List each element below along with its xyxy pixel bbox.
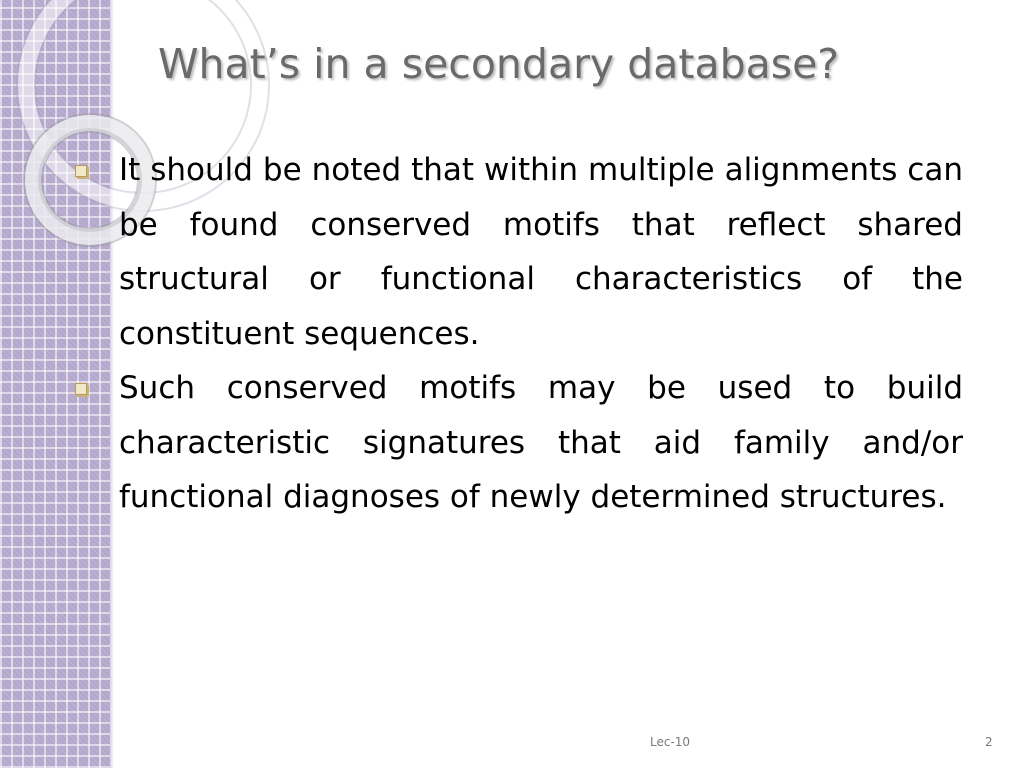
square-bullet-icon — [75, 165, 87, 177]
square-bullet-icon — [75, 383, 87, 395]
footer-lecture-label: Lec-10 — [650, 735, 691, 749]
bullet-item — [75, 361, 963, 525]
footer-page-number: 2 — [985, 735, 993, 749]
bullet-text: It should be noted that within multiple alignments can be found conserved motifs that reflect shared structural or functional characteristics of the constituent sequences. — [119, 152, 963, 352]
slide-content — [75, 143, 963, 525]
slide-title: What’s in a secondary database? — [158, 40, 840, 88]
bullet-item — [75, 143, 963, 361]
bullet-text: Such conserved motifs may be used to build characteristic signatures that aid family and/or functional diagnoses of newly determined structures. — [119, 370, 963, 515]
